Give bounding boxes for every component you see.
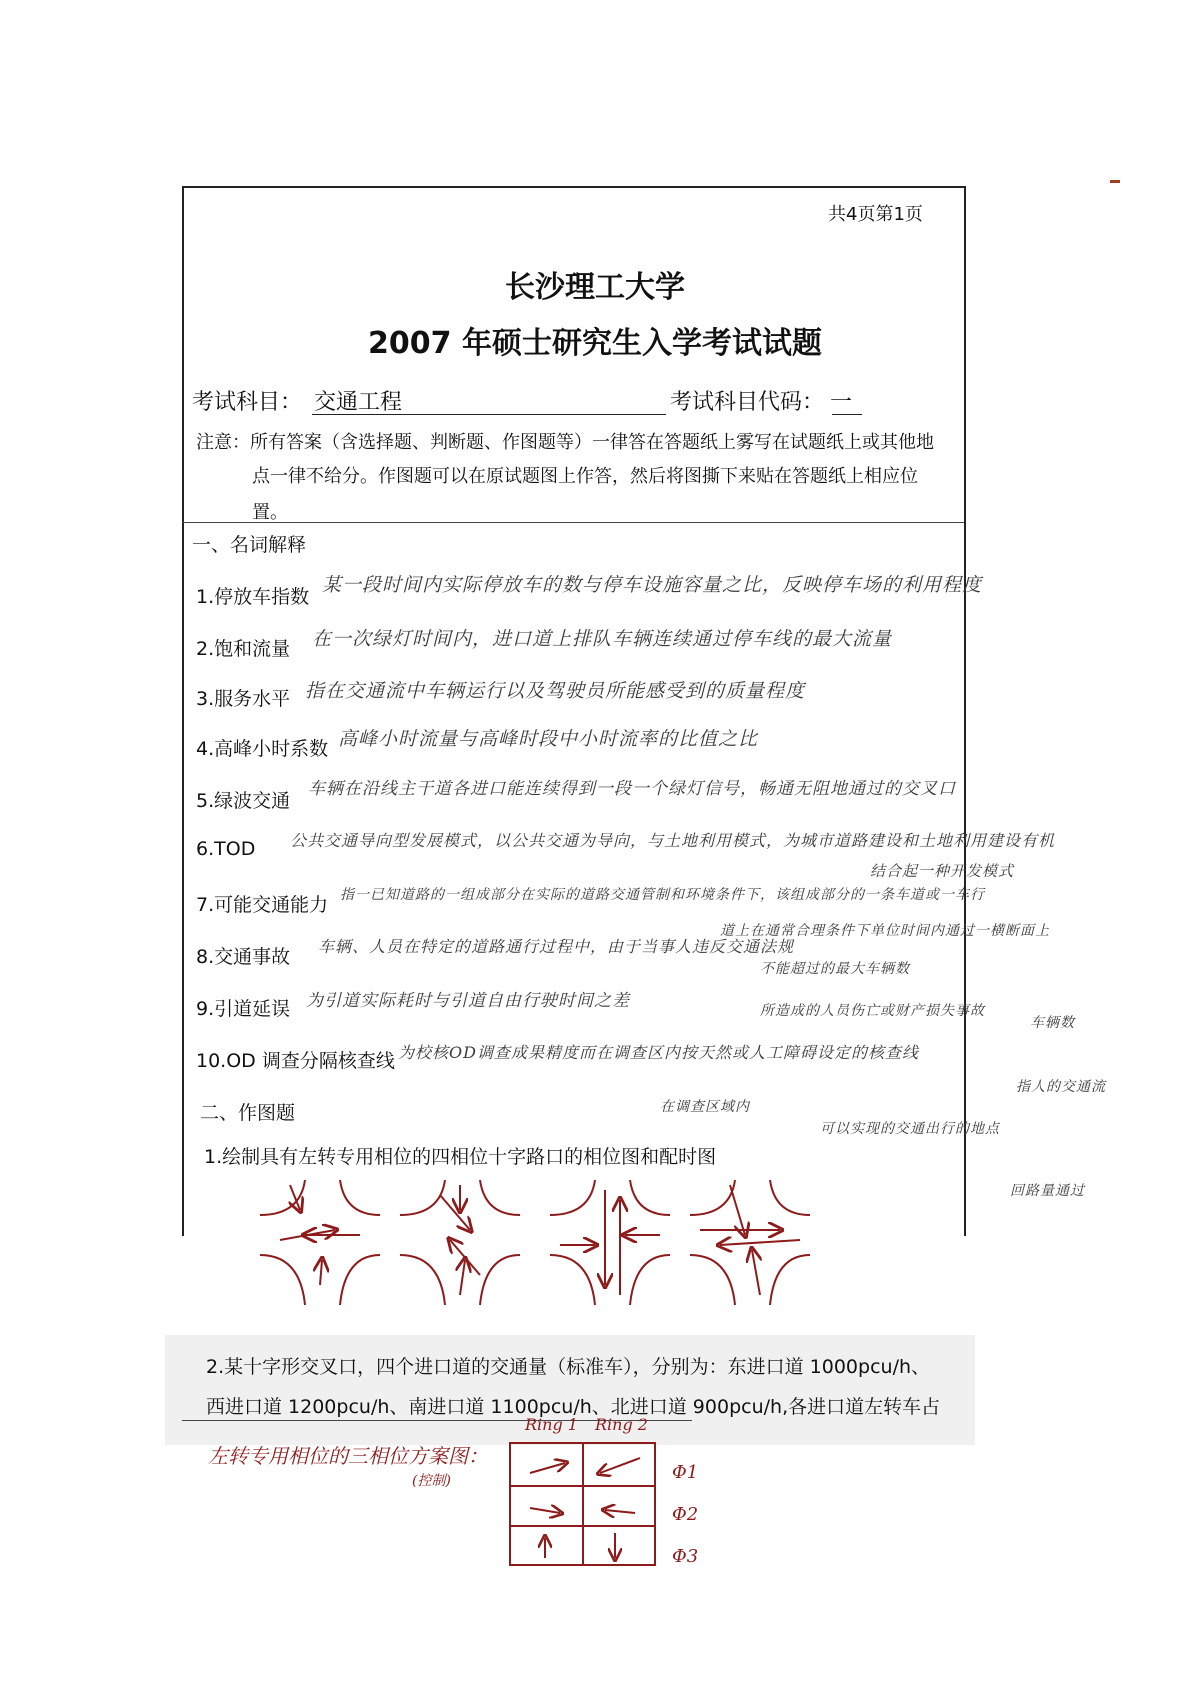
notice-line-3: 置。 xyxy=(252,502,288,523)
subject-value: 交通工程 xyxy=(314,390,403,415)
term-label: 8.交通事故 xyxy=(196,946,291,968)
section-heading-2: 二、作图题 xyxy=(200,1102,296,1124)
margin-note: 在调查区域内 xyxy=(660,1099,750,1115)
term-label: 1.停放车指数 xyxy=(196,586,310,608)
notice-line-1: 注意：所有答案（含选择题、判断题、作图题等）一律答在答题纸上雾写在试题纸上或其他地 xyxy=(196,432,934,453)
school-name: 长沙理工大学 xyxy=(505,270,685,305)
term-label: 4.高峰小时系数 xyxy=(196,738,329,760)
phase-label-3: Φ3 xyxy=(672,1546,699,1567)
margin-note: 所造成的人员伤亡或财产损失事故 xyxy=(760,1003,985,1019)
margin-note: 指人的交通流 xyxy=(1016,1079,1106,1095)
margin-note: 道上在通常合理条件下单位时间内通过一横断面上 xyxy=(720,923,1050,939)
code-line xyxy=(670,385,852,416)
term-answer: 为引道实际耗时与引道自由行驶时间之差 xyxy=(306,991,630,1011)
edge-mark xyxy=(1110,180,1120,183)
ring-label-1: Ring 1 xyxy=(525,1415,578,1434)
ring-label-2: Ring 2 xyxy=(595,1415,648,1434)
page-number: 共4页第1页 xyxy=(828,204,923,225)
term-label: 10.OD 调查分隔核查线 xyxy=(196,1050,395,1072)
term-label: 6.TOD xyxy=(196,838,256,860)
term-label: 5.绿波交通 xyxy=(196,790,291,812)
question-2-line-2: 西进口道 1200pcu/h、南进口道 1100pcu/h、北进口道 900pcu/h,各进口道左转车占 xyxy=(206,1396,941,1418)
phase-diagram-2 xyxy=(400,1180,520,1305)
term-label: 7.可能交通能力 xyxy=(196,894,329,916)
term-answer: 高峰小时流量与高峰时段中小时流率的比值之比 xyxy=(338,728,759,750)
term-answer: 车辆在沿线主干道各进口能连续得到一段一个绿灯信号，畅通无阻地通过的交叉口 xyxy=(308,779,956,799)
subject-label: 考试科目： xyxy=(192,390,303,415)
margin-note: 回路量通过 xyxy=(1010,1183,1085,1199)
notice-line-2: 点一律不给分。作图题可以在原试题图上作答，然后将图撕下来贴在答题纸上相应位 xyxy=(252,466,918,487)
margin-note: 不能超过的最大车辆数 xyxy=(760,961,910,977)
phase-diagram-3 xyxy=(550,1180,670,1305)
phase-diagrams xyxy=(260,1175,860,1325)
term-answer: 某一段时间内实际停放车的数与停车设施容量之比，反映停车场的利用程度 xyxy=(322,574,983,596)
ring-diagram-note: 左转专用相位的三相位方案图： xyxy=(208,1444,488,1468)
ring-diagram-note-sub: (控制) xyxy=(412,1473,451,1489)
code-value: 一 xyxy=(830,390,853,415)
ring-diagram xyxy=(505,1438,685,1578)
term-answer: 公共交通导向型发展模式，以公共交通为导向，与土地利用模式，为城市道路建设和土地利用建设有机 xyxy=(290,831,1056,850)
exam-title: 2007 年硕士研究生入学考试试题 xyxy=(368,326,822,361)
term-answer: 在一次绿灯时间内，进口道上排队车辆连续通过停车线的最大流量 xyxy=(312,628,893,650)
phase-diagram-4 xyxy=(690,1180,810,1305)
term-answer: 为校核OD调查成果精度而在调查区内按天然或人工障碍设定的核查线 xyxy=(398,1043,919,1062)
header-divider xyxy=(182,522,964,523)
term-answer: 指一已知道路的一组成部分在实际的道路交通管制和环境条件下，该组成部分的一条车道或一车行 xyxy=(340,887,985,903)
margin-note: 可以实现的交通出行的地点 xyxy=(820,1121,1000,1137)
term-label: 3.服务水平 xyxy=(196,688,291,710)
code-underline xyxy=(832,414,862,415)
phase-diagram-1 xyxy=(260,1180,380,1305)
phase-label-1: Φ1 xyxy=(672,1462,699,1483)
term-label: 2.饱和流量 xyxy=(196,638,291,660)
code-label: 考试科目代码： xyxy=(670,390,825,415)
term-answer: 指在交通流中车辆运行以及驾驶员所能感受到的质量程度 xyxy=(305,680,806,702)
subject-underline xyxy=(312,414,666,415)
term-label: 9.引道延误 xyxy=(196,998,291,1020)
term-answer: 车辆、人员在特定的道路通行过程中，由于当事人违反交通法规 xyxy=(318,937,795,956)
section-heading-1: 一、名词解释 xyxy=(192,534,307,556)
question-2-line-1: 2.某十字形交叉口，四个进口道的交通量（标准车），分别为：东进口道 1000pcu/h、 xyxy=(206,1356,931,1378)
margin-note: 结合起一种开发模式 xyxy=(870,862,1015,880)
margin-note: 车辆数 xyxy=(1030,1015,1075,1031)
question-1: 1.绘制具有左转专用相位的四相位十字路口的相位图和配时图 xyxy=(204,1146,717,1168)
subject-line xyxy=(192,385,402,416)
phase-label-2: Φ2 xyxy=(672,1504,699,1525)
